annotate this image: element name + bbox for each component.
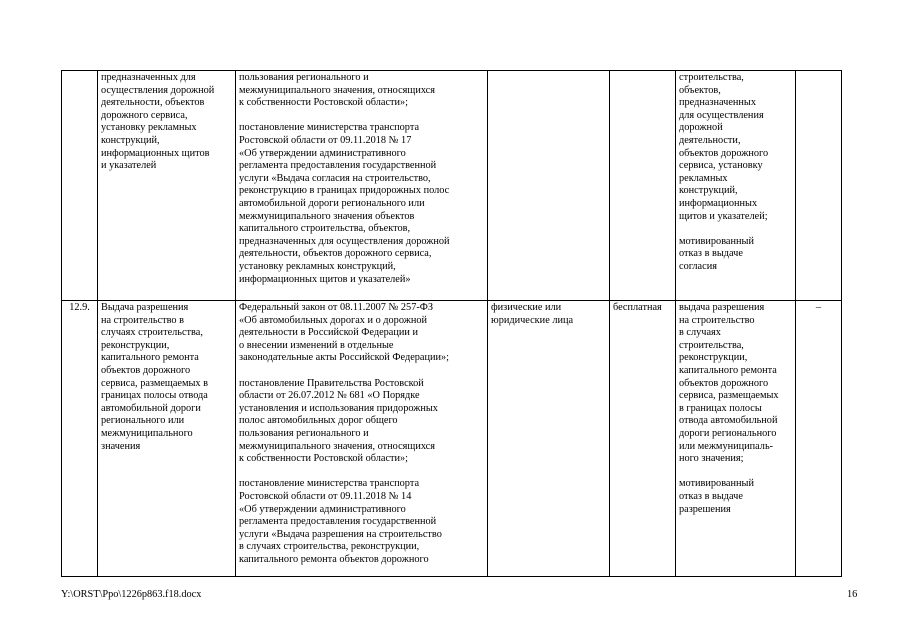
legal-basis-paragraph: Федеральный закон от 08.11.2007 № 257-ФЗ «Об автомобильных дорогах и о дорожной деятельности в Российской Федерации и о внесении изменений в отдельные законодательные акты Российской Федерации»; bbox=[239, 302, 450, 364]
service-name: предназначенных для осуществления дорожной деятельности, объектов дорожного сервиса, установку рекламных конструкций, информационных щитов и указателей bbox=[101, 72, 215, 172]
service-name: Выдача разрешения на строительство в случаях строительства, реконструкции, капитального ремонта объектов дорожного сервиса, размещаемых в границах полосы отвода автомобильной дороги регионального или межмуниципального значения bbox=[101, 302, 209, 452]
table-row bbox=[62, 71, 842, 301]
result-paragraph: мотивированный отказ в выдаче разрешения bbox=[679, 478, 754, 515]
row-number: 12.9. bbox=[62, 301, 98, 577]
table-row bbox=[62, 301, 842, 577]
fee: бесплатная bbox=[613, 302, 662, 313]
legal-basis-cell bbox=[236, 71, 488, 301]
service-name-cell bbox=[98, 301, 236, 577]
fee-cell bbox=[610, 71, 676, 301]
legal-basis-paragraph: постановление министерства транспорта Ростовской области от 09.11.2018 № 14 «Об утверждении административного регламента предоставления государственной услуги «Выдача разрешения на строительство в случаях строительства, реконструкции, капитального ремонта объектов дорожного bbox=[239, 478, 442, 565]
fee-cell bbox=[610, 301, 676, 577]
result-paragraph: строительства, объектов, предназначенных для осуществления дорожной деятельности, объектов дорожного сервиса, установку рекламных конструкций, информационных щитов и указателей; bbox=[679, 72, 769, 222]
footer-file-path: Y:\ORST\Ppo\1226p863.f18.docx bbox=[61, 589, 202, 600]
legal-basis-paragraph: пользования регионального и межмуниципального значения, относящихся к собственности Ростовской области»; bbox=[239, 72, 435, 109]
result-cell bbox=[676, 71, 796, 301]
legal-basis-cell bbox=[236, 301, 488, 577]
last-column-cell: – bbox=[796, 301, 842, 577]
applicants: физические или юридические лица bbox=[491, 302, 574, 326]
applicants-cell bbox=[488, 71, 610, 301]
result-cell bbox=[676, 301, 796, 577]
legal-basis-paragraph: постановление министерства транспорта Ростовской области от 09.11.2018 № 17 «Об утверждении административного регламента предоставления государственной услуги «Выдача согласия на строительство, реконструкцию в границах придорожных полос автомобильной дороги регионального или межмуниципального значения объектов капитального строительства, объектов, предназначенных для осуществления дорожной деятельности, объектов дорожного сервиса, установку рекламных конструкций, информационных щитов и указателей» bbox=[239, 122, 450, 285]
services-table bbox=[61, 70, 842, 577]
result-paragraph: мотивированный отказ в выдаче согласия bbox=[679, 235, 754, 272]
page-number: 16 bbox=[847, 589, 858, 600]
result-paragraph: выдача разрешения на строительство в случаях строительства, реконструкции, капитального ремонта объектов дорожного сервиса, размещаемых в границах полосы отвода автомобильной дороги регионального или межмуниципаль- ного значения; bbox=[679, 302, 779, 465]
applicants-cell bbox=[488, 301, 610, 577]
legal-basis-paragraph: постановление Правительства Ростовской области от 26.07.2012 № 681 «О Порядке установления и использования придорожных полос автомобильных дорог общего пользования регионального и межмуниципального значения, относящихся к собственности Ростовской области»; bbox=[239, 377, 438, 465]
service-name-cell bbox=[98, 71, 236, 301]
row-number bbox=[62, 71, 98, 301]
last-column-cell bbox=[796, 71, 842, 301]
